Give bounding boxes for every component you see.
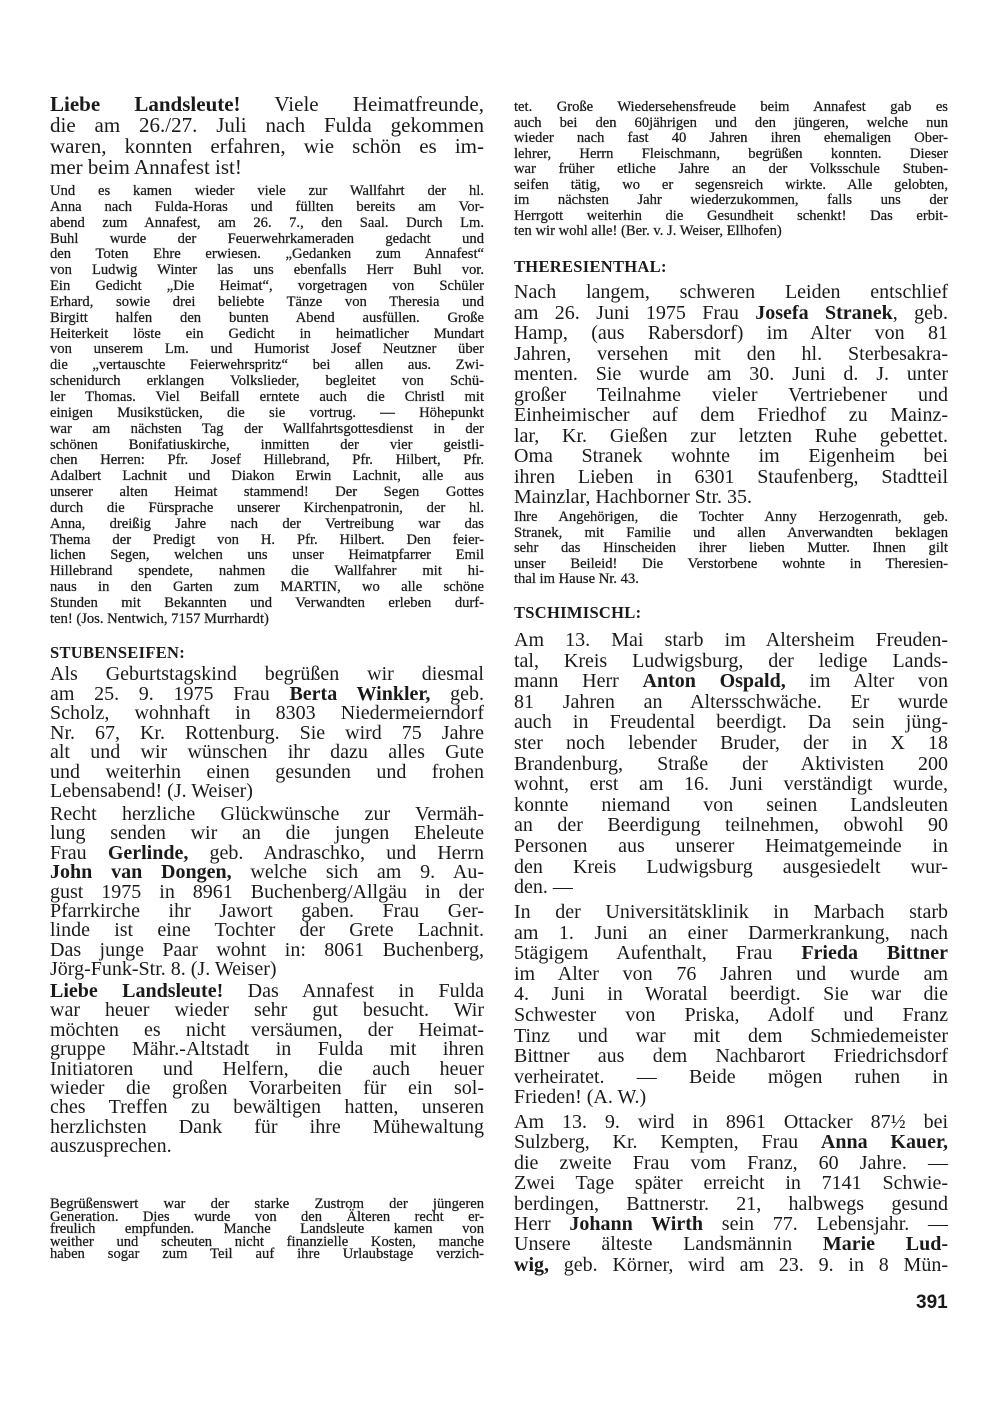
text-line: durch die Fürsprache unserer Kirchenpatronin, der hl. (50, 499, 484, 516)
text-line: auch in Freudental beerdigt. Da sein jüng- (514, 711, 948, 734)
text-line: Mainzlar, Hachborner Str. 35. (514, 486, 753, 508)
text-line: schenidurch erklangen Volkslieder, begleitet von Schü- (50, 373, 484, 390)
text-line: den. — (514, 876, 573, 899)
text-line: Tinz und war mit dem Schmiedemeister (514, 1024, 948, 1047)
bold-name: Liebe Landsleute! (50, 980, 224, 1002)
text-line: 4. Juni in Woratal beerdigt. Sie war die (514, 983, 948, 1006)
paragraph-theresienthal-condolence (514, 510, 948, 588)
text-line: thal im Hause Nr. 43. (514, 571, 639, 587)
paragraph-annafest-intro (50, 94, 484, 178)
text-line: den Kreis Ludwigsburg ausgesiedelt wur- (514, 855, 948, 878)
text-line: mann Herr Anton Ospald, im Alter von (514, 670, 948, 693)
bold-name: wig, (514, 1253, 549, 1276)
text-line: lehrer, Herrn Fleischmann, begrüßen konnten. Dieser (514, 145, 948, 162)
text-line: großer Teilnahme vieler Vertriebener und (514, 383, 948, 406)
paragraph-tschimischl-bittner (514, 902, 948, 1108)
text-line: Birgitt halfen den bunten Abend ausfüllen. Große (50, 309, 484, 326)
bold-name: Gerlinde, (107, 841, 189, 864)
text-line: war heuer wieder sehr gut besucht. Wir (50, 999, 484, 1022)
bold-name: Liebe Landsleute! (50, 92, 241, 116)
text-line: Brandenburg, Straße der Aktivisten 200 (514, 752, 948, 775)
text-line: Initiatoren und Helfern, die auch heuer (50, 1057, 484, 1080)
text-line: 5tägigem Aufenthalt, Frau Frieda Bittner (514, 942, 948, 965)
text-line: linde ist eine Tochter der Grete Lachnit. (50, 919, 484, 942)
text-line: weither und scheuten nicht finanzielle Kosten, manche (50, 1233, 484, 1250)
text-line: wieder die großen Vorarbeiten für ein sol- (50, 1076, 484, 1099)
text-line: war früher etliche Jahre an der Volksschule Stuben- (514, 161, 948, 177)
section-heading-theresienthal: THERESIENTHAL: (514, 257, 667, 276)
text-line: Heiterkeit löste ein Gedicht in heimatlicher Mundart (50, 325, 484, 342)
text-line: John van Dongen, welche sich am 9. Au- (50, 861, 485, 884)
text-line: Schwester von Priska, Adolf und Franz (514, 1003, 948, 1026)
text-line: Erhard, sowie drei beliebte Tänze von Theresia und (50, 293, 484, 310)
text-line: alt und wir wünschen ihr dazu alles Gute (50, 741, 484, 763)
section-heading-tschimischl: TSCHIMISCHL: (514, 603, 642, 622)
text-line: Und es kamen wieder viele zur Wallfahrt der hl. (50, 183, 484, 199)
text-line: auszusprechen. (50, 1135, 172, 1158)
paragraph-stubenseifen-generation (50, 1198, 484, 1261)
text-line: im nächsten Jahr wiederzukommen, falls uns der (514, 192, 948, 208)
bold-name: Anton Ospald, (642, 670, 786, 693)
text-line: und weiterhin einen gesunden und frohen (50, 760, 484, 783)
bold-name: Anna Kauer, (820, 1131, 948, 1154)
text-line: Liebe Landsleute! Das Annafest in Fulda (50, 980, 485, 1002)
text-line: die zweite Frau vom Franz, 60 Jahre. — (514, 1151, 948, 1174)
text-line: ihren Lieben in 6301 Staufenberg, Stadtteil (514, 465, 948, 488)
text-line: gust 1975 in 8961 Buchenberg/Allgäu in der (50, 880, 484, 903)
text-line: Personen aus unserer Heimatgemeinde in (514, 834, 948, 857)
text-line: auch bei den 60jährigen und den jüngeren, welche nun (514, 114, 948, 131)
text-line: die „vertauschte Feierwehrspritz“ bei allen aus. Zwi- (50, 357, 484, 374)
text-line: den Toten Ehre erwiesen. „Gedanken zum Annafest“ (50, 246, 484, 263)
paragraph-stubenseifen-annafest (50, 982, 484, 1157)
text-line: waren, konnten erfahren, wie schön es im- (50, 134, 484, 158)
text-line: seifen tätig, wo er segensreich wirkte. Alle gelobten, (514, 176, 948, 193)
paragraph-stubenseifen-birthday (50, 665, 484, 802)
text-line: Als Geburtstagskind begrüßen wir diesmal (50, 663, 484, 685)
text-line: Hillebrand spendete, nahmen die Wallfahrer mit hi- (50, 563, 484, 580)
text-line: Begrüßenswert war der starke Zustrom der jüngeren (50, 1196, 484, 1212)
text-line: tet. Große Wiedersehensfreude beim Annafest gab es (514, 99, 948, 115)
paragraph-tschimischl-birthdays (514, 1112, 948, 1275)
text-line: ten wir wohl alle! (Ber. v. J. Weiser, Ellhofen) (514, 223, 782, 239)
text-line: Scholz, wohnhaft in 8303 Niedermeierndorf (50, 702, 484, 724)
section-heading-stubenseifen: STUBENSEIFEN: (50, 643, 186, 662)
text-line: Anna nach Fulda-Horas und füllten bereits am Vor- (50, 198, 484, 215)
text-line: lichen Segen, welchen uns unser Heimatpfarrer Emil (50, 547, 484, 564)
text-line: Liebe Landsleute! Viele Heimatfreunde, (50, 92, 485, 116)
text-line: am 26. Juni 1975 Frau Josefa Stranek, geb. (514, 301, 948, 324)
paragraph-annafest-report (50, 184, 484, 628)
text-line: gruppe Mähr.-Altstadt in Fulda mit ihren (50, 1038, 484, 1061)
text-line: chen Herren: Pfr. Josef Hillebrand, Pfr. Hilbert, Pfr. (50, 452, 484, 469)
text-line: Recht herzliche Glückwünsche zur Vermäh- (50, 803, 484, 825)
text-line: Jahren, versehen mit den hl. Sterbesakra- (514, 342, 948, 365)
text-line: möchten es nicht versäumen, der Heimat- (50, 1018, 484, 1041)
bold-name: Johann Wirth (569, 1212, 704, 1235)
bold-name: John van Dongen, (50, 861, 232, 884)
text-line: Generation. Dies wurde von den Älteren recht er- (50, 1208, 484, 1225)
text-line: am 25. 9. 1975 Frau Berta Winkler, geb. (50, 682, 484, 705)
text-line: Anna, dreißig Jahre nach der Vertreibung war das (50, 515, 484, 532)
text-line: Am 13. Mai starb im Altersheim Freuden- (514, 629, 948, 651)
text-line: Hamp, (aus Rabersdorf) im Alter von 81 (514, 322, 948, 344)
text-line: konnte niemand von seinen Landsleuten (514, 793, 948, 816)
text-line: von Ludwig Winter las uns ebenfalls Herr Buhl vor. (50, 262, 484, 279)
text-line: 81 Jahren an Altersschwäche. Er wurde (514, 690, 948, 713)
text-line: ler Thomas. Viel Beifall erntete auch die Christl mit (50, 388, 484, 405)
text-line: Herrgott weiterhin die Gesundheit schenkt! Das erbit- (514, 207, 948, 224)
text-line: tal, Kreis Ludwigsburg, der ledige Lands- (514, 649, 948, 672)
text-line: Zwei Tage später erreicht in 7141 Schwie- (514, 1172, 948, 1195)
text-line: im Alter von 76 Jahren und wurde am (514, 962, 948, 985)
text-line: herzlichsten Dank für ihre Mühewaltung (50, 1115, 484, 1138)
text-line: Ein Gedicht „Die Heimat“, vorgetragen von Schüler (50, 278, 484, 295)
paragraph-stubenseifen-continued (514, 100, 948, 240)
text-line: wig, geb. Körner, wird am 23. 9. in 8 Mün- (514, 1253, 948, 1276)
text-line: von unserem Lm. und Humorist Josef Neutzner über (50, 341, 484, 358)
text-line: Stranek, mit Familie und allen Anverwandten beklagen (514, 524, 948, 541)
text-line: Das junge Paar wohnt in: 8061 Buchenberg, (50, 938, 484, 961)
text-line: ches Treffen zu bewältigen hatten, unseren (50, 1096, 484, 1119)
text-line: mer beim Annafest ist! (50, 155, 242, 179)
text-line: unser Beileid! Die Verstorbene wohnte in Theresien- (514, 555, 948, 572)
text-line: sehr das Hinscheiden ihrer lieben Mutter. Ihnen gilt (514, 540, 948, 556)
text-line: Sulzberg, Kr. Kempten, Frau Anna Kauer, (514, 1131, 948, 1154)
text-line: Jörg-Funk-Str. 8. (J. Weiser) (50, 958, 277, 981)
text-line: naus in den Garten zum MARTIN, wo alle schöne (50, 579, 484, 596)
text-line: In der Universitätsklinik in Marbach starb (514, 901, 948, 923)
text-line: unserer alten Heimat stammend! Der Segen Gottes (50, 484, 484, 501)
text-line: am 1. Juni an einer Darmerkrankung, nach (514, 921, 948, 944)
text-line: berdingen, Battnerstr. 21, halbwegs gesund (514, 1192, 948, 1215)
text-line: Am 13. 9. wird in 8961 Ottacker 87½ bei (514, 1111, 948, 1133)
text-line: abend zum Annafest, am 26. 7., den Saal. Durch Lm. (50, 214, 484, 231)
text-line: Einheimischer auf dem Friedhof zu Mainz- (514, 404, 948, 426)
page-number: 391 (916, 1292, 948, 1313)
text-line: lar, Kr. Gießen zur letzten Ruhe gebettet. (514, 424, 948, 447)
bold-name: Frieda Bittner (801, 942, 948, 965)
paragraph-theresienthal-obituary (514, 282, 948, 508)
text-line: menten. Sie wurde am 30. Juni d. J. unter (514, 363, 948, 385)
text-line: Pfarrkirche ihr Jawort gaben. Frau Ger- (50, 899, 484, 922)
text-line: an der Beerdigung teilnehmen, obwohl 90 (514, 814, 948, 837)
paragraph-stubenseifen-wedding (50, 805, 484, 980)
text-line: Frieden! (A. W.) (514, 1086, 647, 1109)
text-line: war am nächsten Tag der Wallfahrtsgottesdienst in der (50, 420, 484, 437)
bold-name: Marie Lud- (822, 1233, 949, 1256)
bold-name: Josefa Stranek (755, 301, 893, 324)
text-line: wohnt, erst am 16. Juni verständigt wurde, (514, 773, 948, 796)
paragraph-tschimischl-ospald (514, 630, 948, 898)
text-line: Lebensabend! (J. Weiser) (50, 780, 253, 802)
text-line: freulich empfunden. Manche Landsleute kamen von (50, 1221, 484, 1238)
text-line: Bittner aus dem Nachbarort Friedrichsdorf (514, 1045, 948, 1068)
text-line: verheiratet. — Beide mögen ruhen in (514, 1065, 948, 1088)
text-line: haben sogar zum Teil auf ihre Urlaubstage verzich- (50, 1246, 484, 1263)
text-line: ster noch lebender Bruder, der in X 18 (514, 731, 948, 754)
text-line: Buhl wurde der Feuerwehrkameraden gedacht und (50, 230, 484, 247)
bold-name: Berta Winkler, (289, 682, 431, 705)
text-line: schönen Bonifatiuskirche, inmitten der vier geistli- (50, 436, 484, 453)
text-line: Adalbert Lachnit und Diakon Erwin Lachnit, alle aus (50, 468, 484, 485)
text-line: Nr. 67, Kr. Rottenburg. Sie wird 75 Jahre (50, 721, 484, 744)
text-line: die am 26./27. Juli nach Fulda gekommen (50, 113, 484, 137)
text-line: wieder nach fast 40 Jahren ihren ehemaligen Ober- (514, 130, 948, 146)
text-line: Thema der Predigt von H. Pfr. Hilbert. Den feier- (50, 531, 484, 548)
text-line: Unsere älteste Landsmännin Marie Lud- (514, 1233, 949, 1256)
text-line: Frau Gerlinde, geb. Andraschko, und Herrn (50, 841, 484, 864)
text-line: Stunden mit Bekannten und Verwandten erleben durf- (50, 594, 484, 611)
text-line: Nach langem, schweren Leiden entschlief (514, 281, 948, 303)
text-line: ten! (Jos. Nentwich, 7157 Murrhardt) (50, 610, 269, 627)
text-line: einigen Musikstücken, die sie vortrug. — Höhepunkt (50, 404, 484, 421)
text-line: Oma Stranek wohnte im Eigenheim bei (514, 445, 948, 467)
text-line: Herr Johann Wirth sein 77. Lebensjahr. — (514, 1212, 949, 1235)
text-line: lung senden wir an die jungen Eheleute (50, 822, 484, 845)
text-line: Ihre Angehörigen, die Tochter Anny Herzogenrath, geb. (514, 509, 948, 525)
